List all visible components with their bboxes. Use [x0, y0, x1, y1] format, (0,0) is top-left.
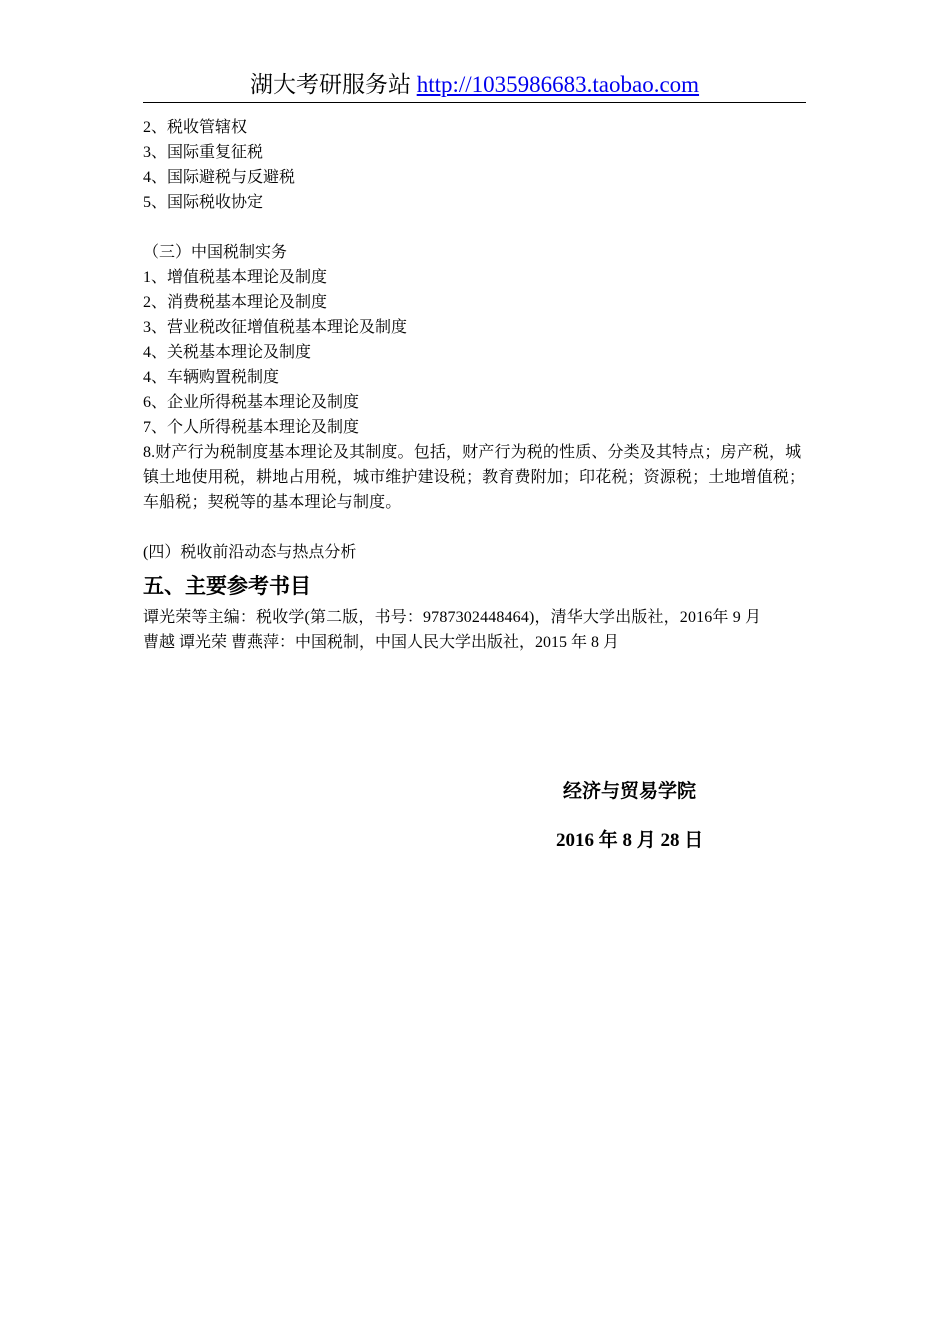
references-heading: 五、主要参考书目 — [143, 574, 311, 598]
document-body — [143, 115, 808, 655]
site-url-link[interactable]: http://1035986683.taobao.com — [416, 72, 700, 97]
reference-item: 曹越 谭光荣 曹燕萍：中国税制，中国人民大学出版社，2015 年 8 月 — [143, 634, 620, 651]
list-item: 3、营业税改征增值税基本理论及制度 — [143, 319, 408, 336]
reference-item: 谭光荣等主编：税收学(第二版，书号：9787302448464)，清华大学出版社，2016年 9 月 — [143, 609, 762, 626]
list-item: 5、国际税收协定 — [143, 194, 264, 211]
list-item: 3、国际重复征税 — [143, 144, 264, 161]
list-item: 7、个人所得税基本理论及制度 — [143, 419, 360, 436]
signature-date: 2016 年 8 月 28 日 — [556, 830, 704, 851]
spacer — [143, 515, 808, 540]
list-item: 1、增值税基本理论及制度 — [143, 269, 328, 286]
list-item: 4、车辆购置税制度 — [143, 369, 280, 386]
list-item: 4、国际避税与反避税 — [143, 169, 296, 186]
site-name: 湖大考研服务站 — [249, 72, 411, 97]
list-item: 2、消费税基本理论及制度 — [143, 294, 328, 311]
section-title: （三）中国税制实务 — [143, 244, 288, 261]
list-item: 4、关税基本理论及制度 — [143, 344, 312, 361]
spacer — [143, 215, 808, 240]
page-header — [143, 70, 806, 103]
list-item: 2、税收管辖权 — [143, 119, 248, 136]
section-title: (四）税收前沿动态与热点分析 — [143, 544, 357, 561]
list-item: 6、企业所得税基本理论及制度 — [143, 394, 360, 411]
list-item-paragraph: 8.财产行为税制度基本理论及其制度。包括，财产行为税的性质、分类及其特点；房产税，城镇土地使用税，耕地占用税，城市维护建设税；教育费附加；印花税；资源税；土地增值税；车船税；契税等的基本理论与制度。 — [143, 444, 806, 511]
signature-organization: 经济与贸易学院 — [563, 781, 697, 802]
